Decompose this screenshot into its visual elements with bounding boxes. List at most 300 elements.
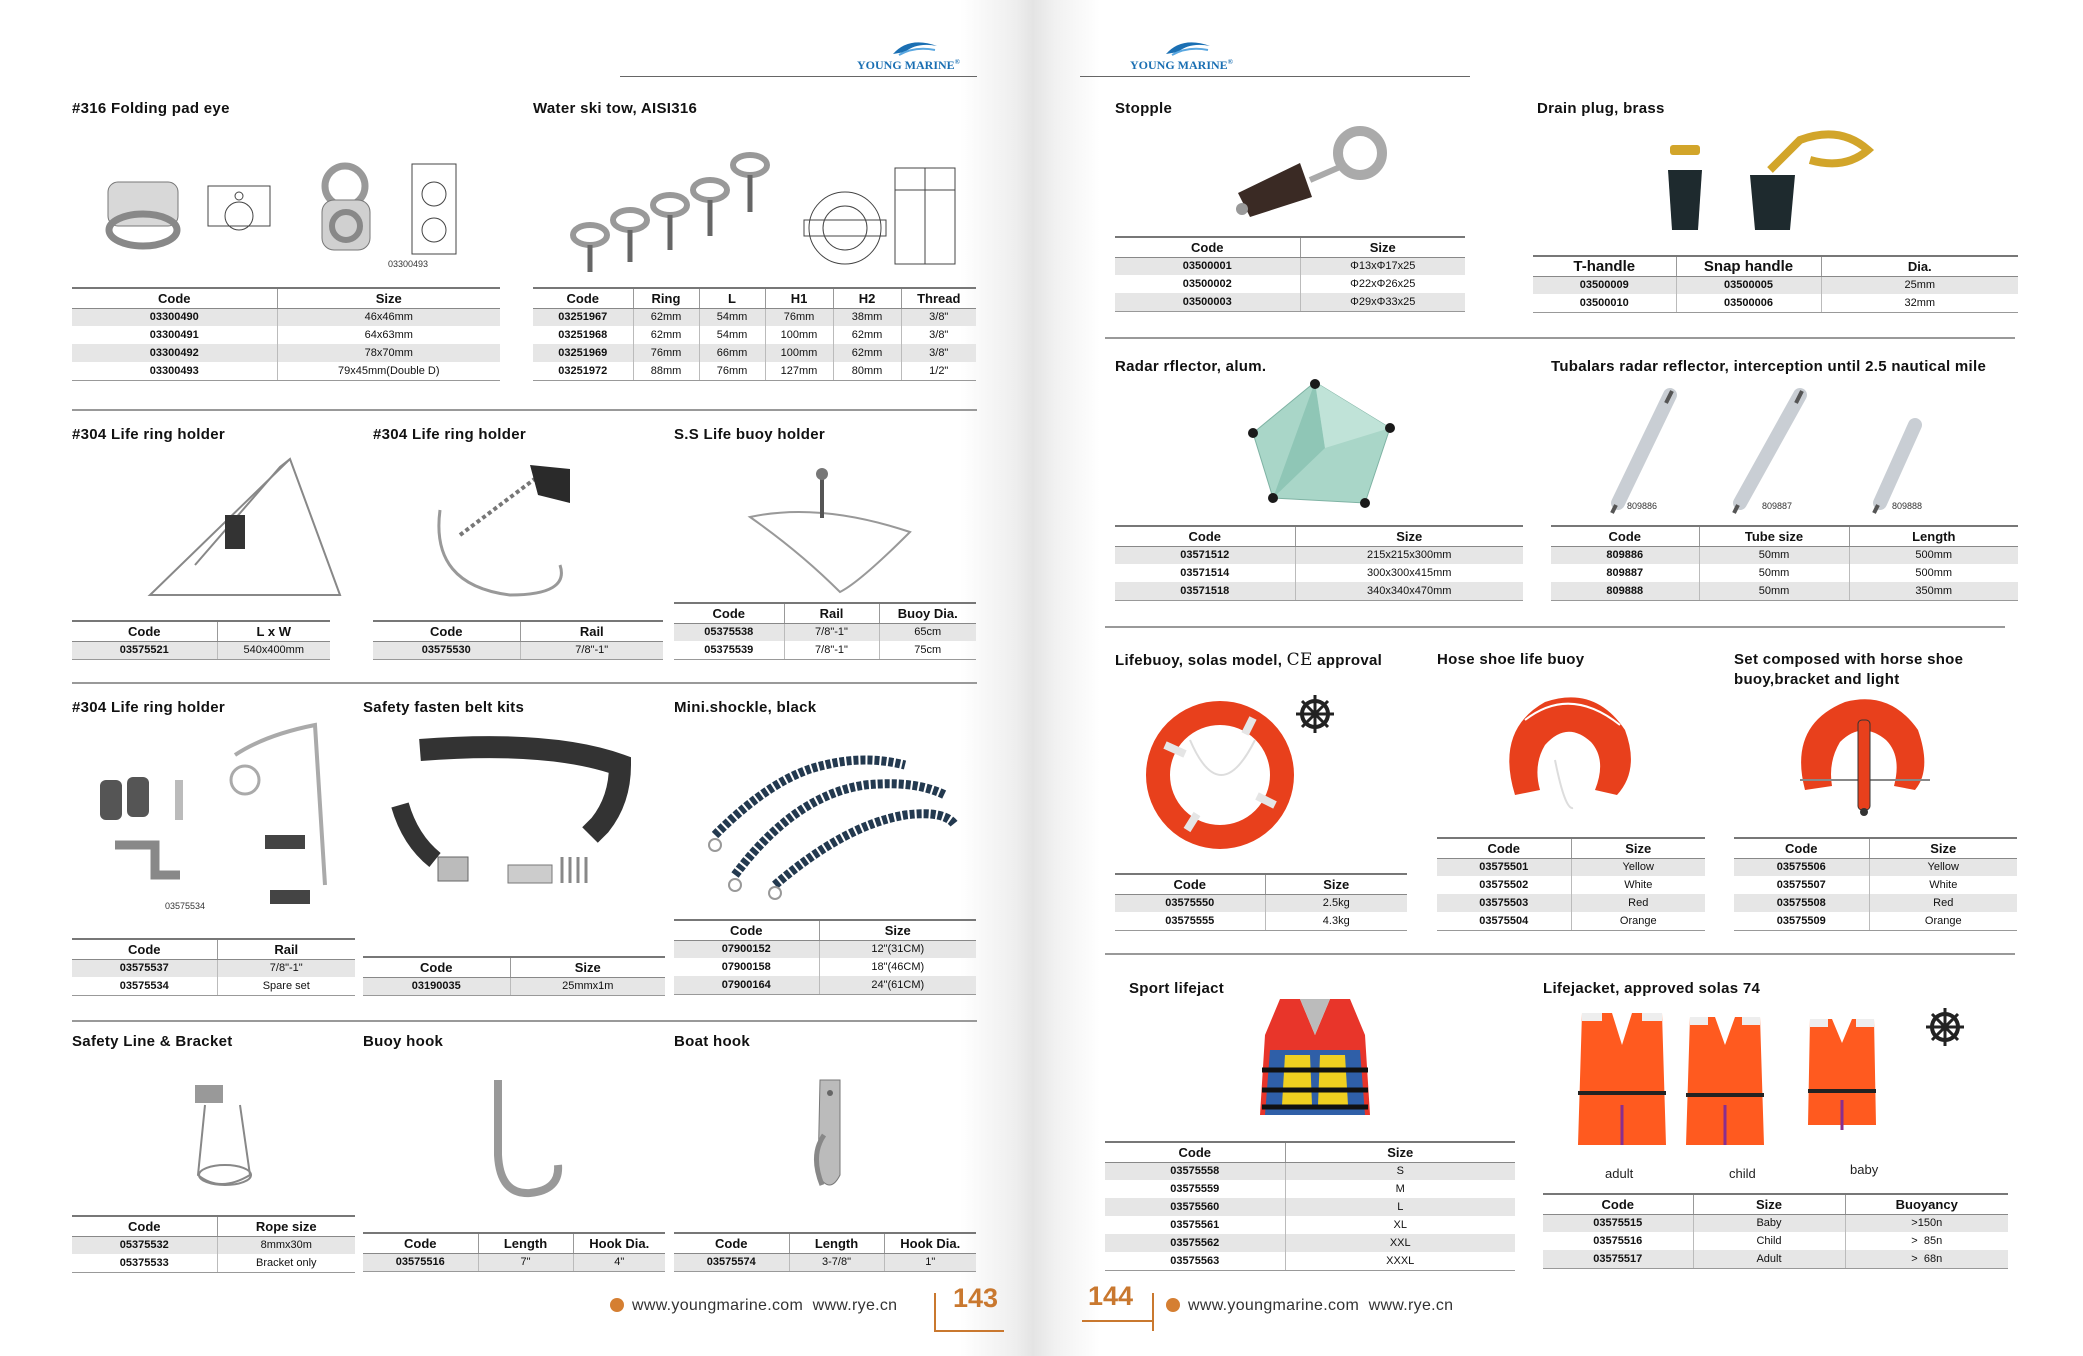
column-header: Code xyxy=(363,1233,478,1253)
lifebuoy-table xyxy=(1115,873,1407,931)
code-cell: 03575502 xyxy=(1479,879,1529,891)
boat-hook-image xyxy=(800,1075,870,1205)
mini-shockle-image xyxy=(695,735,965,905)
water-ski-tow-image xyxy=(560,150,980,280)
table-cell: 80mm xyxy=(833,362,901,380)
table-row xyxy=(1105,1162,1515,1180)
table-cell: L xyxy=(1285,1198,1515,1216)
horse-shoe-buoy-image xyxy=(1495,690,1645,820)
column-header: Size xyxy=(277,288,500,308)
table-row xyxy=(1437,912,1705,930)
table-cell: Φ22xΦ26x25 xyxy=(1300,275,1465,293)
table-cell: 500mm xyxy=(1849,564,2018,582)
radar-reflector-table xyxy=(1115,525,1523,601)
table-row xyxy=(533,362,976,380)
table-cell: Adult xyxy=(1693,1250,1845,1268)
column-header: Code xyxy=(533,288,633,308)
page-number-underline xyxy=(1082,1320,1152,1322)
hose-shoe-table xyxy=(1437,837,1705,931)
column-header: H2 xyxy=(833,288,901,308)
tubular-reflector-table xyxy=(1551,525,2018,601)
code-cell: 03575555 xyxy=(1115,912,1265,930)
code-cell: 05375539 xyxy=(674,641,784,659)
table-row xyxy=(72,977,355,995)
column-header: Size xyxy=(1300,237,1465,257)
life-ring-holder-image xyxy=(420,455,600,605)
product-title: Tubalars radar reflector, interception until 2.5 nautical mile xyxy=(1551,358,1987,375)
table-row xyxy=(1115,275,1465,293)
table-row xyxy=(72,1254,355,1272)
table-cell: > 85n xyxy=(1845,1232,2008,1250)
code-cell: 03571518 xyxy=(1115,582,1295,600)
table-cell: 54mm xyxy=(699,308,765,326)
column-header: Code xyxy=(1543,1194,1693,1214)
code-cell: 03575517 xyxy=(1543,1250,1693,1268)
table-row xyxy=(72,326,500,344)
table-row xyxy=(72,641,330,659)
folding-pad-eye-table xyxy=(72,287,500,381)
table-row xyxy=(1734,912,2017,930)
code-cell: 03575516 xyxy=(363,1253,478,1271)
code-cell: 03575560 xyxy=(1105,1198,1285,1216)
code-cell: 03575563 xyxy=(1105,1252,1285,1270)
code-cell: 03300491 xyxy=(149,329,199,341)
column-header: Dia. xyxy=(1821,256,2018,276)
table-row xyxy=(1105,1252,1515,1270)
lifejacket-solas-table xyxy=(1543,1193,2008,1269)
table-row xyxy=(1115,293,1465,311)
section-rule xyxy=(72,682,977,684)
table-cell: 3/8" xyxy=(901,326,976,344)
table-cell: 7" xyxy=(478,1253,573,1271)
folding-pad-eye-image xyxy=(100,150,480,270)
table-cell: 88mm xyxy=(633,362,699,380)
column-header: Snap handle xyxy=(1676,256,1821,276)
table-row xyxy=(1543,1214,2008,1232)
helm-wheel-icon xyxy=(1926,1008,1964,1046)
product-title: Radar rflector, alum. xyxy=(1115,358,1267,375)
safety-belt-table xyxy=(363,956,665,996)
column-header: Code xyxy=(1105,1142,1285,1162)
table-cell: 7/8"-1" xyxy=(784,623,879,641)
table-cell: 2.5kg xyxy=(1265,894,1407,912)
page-number: 143 xyxy=(953,1283,999,1313)
column-header: Length xyxy=(1849,526,2018,546)
table-row xyxy=(1734,858,2017,876)
section-rule xyxy=(72,409,977,411)
boat-hook-table xyxy=(674,1232,976,1272)
code-cell: 809887 xyxy=(1606,567,1644,579)
table-cell: 12"(31CM) xyxy=(819,940,976,958)
column-header: Code xyxy=(1734,838,1869,858)
product-title: #304 Life ring holder xyxy=(72,699,226,716)
drain-plug-image xyxy=(1640,130,1900,240)
solas-lifejackets-image xyxy=(1570,1005,2010,1165)
life-ring-holder-parts-image xyxy=(95,715,345,915)
column-header: Ring xyxy=(633,288,699,308)
column-header: Length xyxy=(478,1233,573,1253)
table-cell: 62mm xyxy=(633,326,699,344)
code-cell: 03500001 xyxy=(1115,257,1300,275)
column-header: Size xyxy=(1869,838,2017,858)
table-cell: Orange xyxy=(1869,912,2017,930)
code-cell: 03575559 xyxy=(1170,1183,1220,1195)
drain-plug-table xyxy=(1533,255,2018,313)
table-row xyxy=(1533,276,2018,294)
table-cell: Child xyxy=(1693,1232,1845,1250)
table-cell: XL xyxy=(1285,1216,1515,1234)
table-cell: XXXL xyxy=(1285,1252,1515,1270)
code-cell: 03575501 xyxy=(1437,858,1571,876)
page-number-rule xyxy=(1152,1293,1154,1331)
logo-registered: ® xyxy=(954,58,960,66)
column-header: Code xyxy=(674,1233,789,1253)
ce-mark: CE xyxy=(1286,650,1313,670)
table-cell: Orange xyxy=(1571,912,1705,930)
column-header: Code xyxy=(1551,526,1699,546)
section-rule xyxy=(1105,337,2015,339)
table-cell: 4" xyxy=(573,1253,665,1271)
column-header: Hook Dia. xyxy=(884,1233,976,1253)
column-header: Size xyxy=(1285,1142,1515,1162)
life-ring-holder-3-table xyxy=(72,938,355,996)
table-cell: XXL xyxy=(1285,1234,1515,1252)
code-cell: 03575506 xyxy=(1734,858,1869,876)
product-title: Water ski tow, AISI316 xyxy=(533,100,698,117)
product-title-text: Lifebuoy, solas model, xyxy=(1115,652,1283,669)
figure-code-label: 809886 xyxy=(1627,501,1658,511)
footer-websites: www.youngmarine.com www.rye.cn xyxy=(632,1297,898,1314)
table-cell: 350mm xyxy=(1849,582,2018,600)
table-row xyxy=(1437,858,1705,876)
table-cell: 340x340x470mm xyxy=(1295,582,1523,600)
table-cell: 4.3kg xyxy=(1265,912,1407,930)
table-cell: Red xyxy=(1869,894,2017,912)
radar-reflector-image xyxy=(1245,378,1405,513)
product-title: Buoy hook xyxy=(363,1033,444,1050)
section-rule xyxy=(1105,953,2015,955)
header-rule-left xyxy=(620,76,977,77)
footer-right xyxy=(1166,1297,1453,1315)
table-cell: >150n xyxy=(1845,1214,2008,1232)
column-header: Code xyxy=(674,920,819,940)
figure-code-label: 03575534 xyxy=(165,901,206,911)
code-cell: 03500003 xyxy=(1115,293,1300,311)
table-cell: Φ29xΦ33x25 xyxy=(1300,293,1465,311)
table-cell: 1" xyxy=(884,1253,976,1271)
column-header: Code xyxy=(72,939,217,959)
table-cell: S xyxy=(1285,1162,1515,1180)
product-title: Boat hook xyxy=(674,1033,751,1050)
table-cell: 78x70mm xyxy=(277,344,500,362)
table-row xyxy=(1543,1232,2008,1250)
column-header: Size xyxy=(1571,838,1705,858)
horse-shoe-set-image xyxy=(1790,690,1940,825)
table-row xyxy=(72,344,500,362)
table-cell: 38mm xyxy=(833,308,901,326)
code-cell: 03575562 xyxy=(1105,1234,1285,1252)
product-title: #316 Folding pad eye xyxy=(72,100,230,117)
code-cell: 03575503 xyxy=(1437,894,1571,912)
column-header: Length xyxy=(789,1233,884,1253)
code-cell: 03575507 xyxy=(1776,879,1826,891)
table-cell: 24"(61CM) xyxy=(819,976,976,994)
table-cell: Spare set xyxy=(217,977,355,995)
code-cell: 03300493 xyxy=(72,362,277,380)
table-row xyxy=(1543,1250,2008,1268)
column-header: Size xyxy=(1693,1194,1845,1214)
code-cell: 03300492 xyxy=(72,344,277,362)
table-row xyxy=(674,958,976,976)
code-cell: 03575550 xyxy=(1115,894,1265,912)
product-title: Mini.shockle, black xyxy=(674,699,817,716)
table-cell: White xyxy=(1571,876,1705,894)
product-title: Safety fasten belt kits xyxy=(363,699,525,716)
table-row xyxy=(72,308,500,326)
code-cell: 05375532 xyxy=(72,1236,217,1254)
column-header: Buoy Dia. xyxy=(879,603,976,623)
code-cell: 03500005 xyxy=(1676,276,1821,294)
table-cell: 62mm xyxy=(833,326,901,344)
globe-icon xyxy=(1166,1298,1180,1312)
table-row xyxy=(1437,894,1705,912)
table-row xyxy=(1105,1180,1515,1198)
column-header: Code xyxy=(72,288,277,308)
life-ring-holder-2-table xyxy=(373,620,663,660)
code-cell: 03575537 xyxy=(72,959,217,977)
table-row xyxy=(1437,876,1705,894)
table-row xyxy=(363,977,665,995)
product-title-tail: approval xyxy=(1312,652,1383,669)
column-header: Rail xyxy=(784,603,879,623)
table-cell: 7/8"-1" xyxy=(217,959,355,977)
safety-line-table xyxy=(72,1215,355,1273)
sport-lifejacket-image xyxy=(1250,995,1380,1130)
code-cell: 03500002 xyxy=(1182,278,1232,290)
mini-shockle-table xyxy=(674,919,976,995)
column-header: Code xyxy=(72,621,217,641)
table-row xyxy=(674,623,976,641)
figure-code-label: 809887 xyxy=(1762,501,1793,511)
tubular-reflector-image xyxy=(1590,385,1930,515)
table-row xyxy=(363,1253,665,1271)
sport-lifejacket-table xyxy=(1105,1141,1515,1271)
code-cell: 03300490 xyxy=(72,308,277,326)
code-cell: 03251967 xyxy=(533,308,633,326)
column-header: Size xyxy=(510,957,665,977)
table-cell: 25mm xyxy=(1821,276,2018,294)
code-cell: 809888 xyxy=(1551,582,1699,600)
table-row xyxy=(674,1253,976,1271)
stopple-table xyxy=(1115,236,1465,312)
table-cell: 3/8" xyxy=(901,344,976,362)
column-header: L x W xyxy=(217,621,330,641)
column-header: Rope size xyxy=(217,1216,355,1236)
code-cell: 03251968 xyxy=(558,329,608,341)
product-title: Hose shoe life buoy xyxy=(1437,651,1585,668)
code-cell: 03575515 xyxy=(1543,1214,1693,1232)
table-row xyxy=(1115,564,1523,582)
code-cell: 03575508 xyxy=(1734,894,1869,912)
code-cell: 03575509 xyxy=(1734,912,1869,930)
table-row xyxy=(373,641,663,659)
table-cell: 32mm xyxy=(1821,294,2018,312)
safety-line-bracket-image xyxy=(180,1075,270,1195)
footer-left xyxy=(610,1297,897,1315)
code-cell: 03500006 xyxy=(1676,294,1821,312)
table-row xyxy=(1734,894,2017,912)
helm-wheel-icon xyxy=(1296,695,1334,733)
table-row xyxy=(1105,1198,1515,1216)
table-cell: Φ13xΦ17x25 xyxy=(1300,257,1465,275)
table-cell: Yellow xyxy=(1869,858,2017,876)
code-cell: 03571512 xyxy=(1115,546,1295,564)
table-cell: 46x46mm xyxy=(277,308,500,326)
column-header: Code xyxy=(363,957,510,977)
code-cell: 03575521 xyxy=(72,641,217,659)
column-header: Rail xyxy=(217,939,355,959)
product-title: Lifejacket, approved solas 74 xyxy=(1543,980,1761,997)
table-cell: 7/8"-1" xyxy=(520,641,663,659)
table-cell: 7/8"-1" xyxy=(784,641,879,659)
column-header: Hook Dia. xyxy=(573,1233,665,1253)
logo-registered: ® xyxy=(1227,58,1233,66)
table-row xyxy=(1115,257,1465,275)
page-number: 144 xyxy=(1088,1281,1134,1311)
table-row xyxy=(72,1236,355,1254)
table-cell: 18"(46CM) xyxy=(819,958,976,976)
table-row xyxy=(533,308,976,326)
table-cell: 3-7/8" xyxy=(789,1253,884,1271)
code-cell: 03190035 xyxy=(363,977,510,995)
product-title: Stopple xyxy=(1115,100,1173,117)
column-header: H1 xyxy=(765,288,833,308)
column-header: Code xyxy=(1115,237,1300,257)
table-cell: 1/2" xyxy=(901,362,976,380)
table-row xyxy=(674,976,976,994)
table-cell: 25mmx1m xyxy=(510,977,665,995)
page-number-underline xyxy=(934,1330,1004,1332)
section-rule xyxy=(72,1020,977,1022)
table-row xyxy=(1115,582,1523,600)
page-gutter xyxy=(960,0,1100,1356)
logo-text: YOUNG MARINE xyxy=(857,58,955,72)
table-row xyxy=(1551,564,2018,582)
table-row xyxy=(1105,1216,1515,1234)
column-header: Thread xyxy=(901,288,976,308)
buoy-holder-image xyxy=(740,462,920,602)
code-cell: 03251972 xyxy=(533,362,633,380)
code-cell: 03575561 xyxy=(1170,1219,1220,1231)
column-header: Code xyxy=(1115,874,1265,894)
table-cell: 300x300x415mm xyxy=(1295,564,1523,582)
column-header: Size xyxy=(1295,526,1523,546)
column-header: Code xyxy=(373,621,520,641)
table-cell: 8mmx30m xyxy=(217,1236,355,1254)
table-cell: > 68n xyxy=(1845,1250,2008,1268)
code-cell: 03575504 xyxy=(1437,912,1571,930)
image-caption: baby xyxy=(1850,1162,1879,1177)
table-row xyxy=(72,959,355,977)
safety-belt-image xyxy=(390,745,630,905)
column-header: Tube size xyxy=(1699,526,1849,546)
table-row xyxy=(1551,546,2018,564)
table-row xyxy=(533,326,976,344)
table-cell: 215x215x300mm xyxy=(1295,546,1523,564)
column-header: L xyxy=(699,288,765,308)
table-cell: Baby xyxy=(1693,1214,1845,1232)
table-cell: Yellow xyxy=(1571,858,1705,876)
table-cell: 54mm xyxy=(699,326,765,344)
buoy-hook-table xyxy=(363,1232,665,1272)
table-row xyxy=(1115,912,1407,930)
product-title: Sport lifejact xyxy=(1129,980,1225,997)
product-title: Drain plug, brass xyxy=(1537,100,1665,117)
table-row xyxy=(533,344,976,362)
table-cell: 79x45mm(Double D) xyxy=(277,362,500,380)
code-cell: 03571514 xyxy=(1180,567,1230,579)
table-cell: 500mm xyxy=(1849,546,2018,564)
page-number-rule xyxy=(934,1293,936,1331)
table-row xyxy=(1105,1234,1515,1252)
image-caption: adult xyxy=(1605,1166,1634,1181)
product-title: #304 Life ring holder xyxy=(373,426,527,443)
table-cell: 75cm xyxy=(879,641,976,659)
footer-websites: www.youngmarine.com www.rye.cn xyxy=(1188,1297,1454,1314)
table-row xyxy=(1734,876,2017,894)
code-cell: 05375533 xyxy=(72,1254,217,1272)
code-cell: 07900164 xyxy=(674,976,819,994)
table-cell: 65cm xyxy=(879,623,976,641)
table-cell: 66mm xyxy=(699,344,765,362)
table-row xyxy=(1533,294,2018,312)
code-cell: 07900158 xyxy=(721,961,771,973)
brand-logo-left xyxy=(857,58,960,73)
code-cell: 03575530 xyxy=(373,641,520,659)
logo-text: YOUNG MARINE xyxy=(1130,58,1228,72)
code-cell: 03500009 xyxy=(1533,276,1676,294)
table-row xyxy=(1551,582,2018,600)
column-header: Size xyxy=(1265,874,1407,894)
table-cell: Bracket only xyxy=(217,1254,355,1272)
code-cell: 07900152 xyxy=(674,940,819,958)
table-cell: 100mm xyxy=(765,344,833,362)
life-ring-holder-image xyxy=(140,455,360,605)
table-cell: 64x63mm xyxy=(277,326,500,344)
code-cell: 03575574 xyxy=(674,1253,789,1271)
brand-logo-right xyxy=(1130,58,1233,73)
code-cell: 03251969 xyxy=(533,344,633,362)
product-title xyxy=(1115,650,1382,671)
horse-shoe-set-table xyxy=(1734,837,2017,931)
logo-wave-icon xyxy=(891,38,939,56)
table-row xyxy=(674,641,976,659)
table-row xyxy=(72,362,500,380)
water-ski-tow-table xyxy=(533,287,976,381)
table-cell: 76mm xyxy=(699,362,765,380)
life-ring-holder-1-table xyxy=(72,620,330,660)
table-cell: 50mm xyxy=(1699,582,1849,600)
column-header: Code xyxy=(72,1216,217,1236)
figure-code-label: 809888 xyxy=(1892,501,1923,511)
table-cell: M xyxy=(1285,1180,1515,1198)
code-cell: 03575516 xyxy=(1593,1235,1643,1247)
table-cell: 62mm xyxy=(833,344,901,362)
lifebuoy-image xyxy=(1145,690,1355,860)
table-cell: White xyxy=(1869,876,2017,894)
buoy-hook-image xyxy=(470,1075,570,1205)
column-header: Size xyxy=(819,920,976,940)
